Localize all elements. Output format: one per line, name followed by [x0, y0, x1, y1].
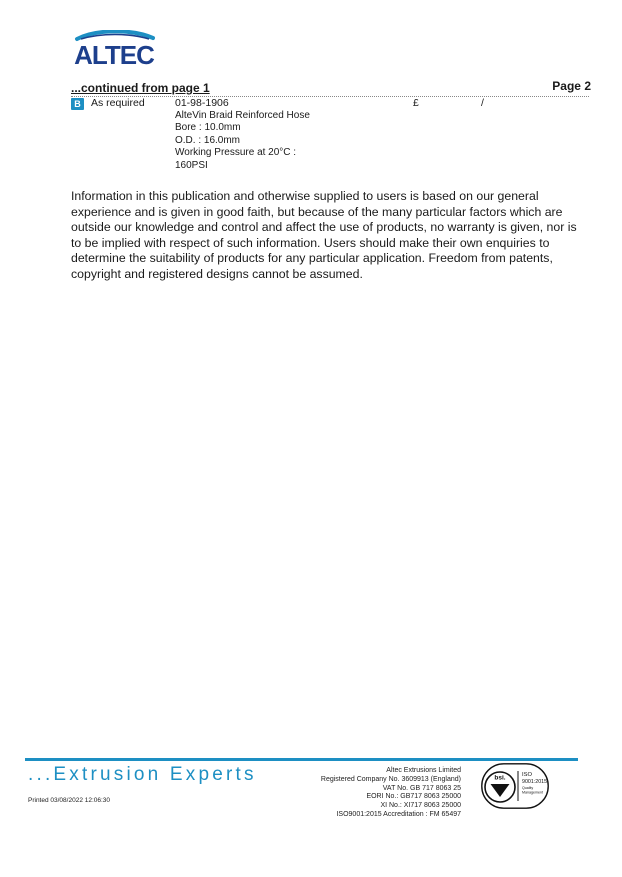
logo-text: ALTEC	[74, 40, 154, 68]
cert-version: 9001:2015	[522, 779, 548, 785]
disclaimer-paragraph: Information in this publication and otherwise supplied to users is based on our general experience and is given in good faith, but because of the many particular factors which are outside our knowledge and control and affect the use of products, no warranty is given, nor is to be implied with respect of such information. Users should make their own enquiries to determine the suitability of products for any particular application. Freedom from patents, copyright and registered designs cannot be assumed.	[71, 189, 577, 281]
company-eori: EORI No.: GB717 8063 25000	[366, 793, 461, 801]
company-details	[321, 767, 461, 820]
cert-line1: Quality	[522, 786, 534, 790]
cert-standard: ISO	[522, 772, 532, 778]
item-price-currency: £	[413, 97, 419, 109]
altec-logo	[71, 30, 157, 68]
item-pressure-label: Working Pressure at 20°C :	[175, 147, 297, 158]
cert-line2: Management	[522, 790, 543, 795]
item-bore: Bore : 10.0mm	[175, 122, 241, 133]
item-od: O.D. : 16.0mm	[175, 134, 241, 146]
footer-rule	[25, 758, 578, 761]
bsi-certification-mark	[481, 763, 549, 809]
item-quantity: As required	[91, 97, 145, 109]
company-xi: XI No.: XI717 8063 25000	[380, 802, 461, 810]
company-vat: VAT No. GB 717 8063 25	[382, 784, 461, 792]
company-registration: Registered Company No. 3609913 (England)	[320, 775, 461, 783]
company-iso: ISO9001:2015 Accreditation : FM 65497	[336, 810, 461, 818]
bsi-mark-text: bsi.	[494, 774, 506, 782]
page-number: Page 2	[552, 79, 591, 93]
continued-label: ...continued from page 1	[71, 81, 210, 95]
item-description: AlteVin Braid Reinforced Hose	[175, 109, 310, 121]
item-badge: B	[71, 98, 84, 110]
item-code: 01-98-1906	[175, 97, 229, 109]
footer-tagline: ...Extrusion Experts	[28, 764, 257, 785]
item-pressure-value: 160PSI	[175, 159, 208, 171]
printed-timestamp: Printed 03/08/2022 12:06:30	[28, 797, 111, 804]
item-unit-separator: /	[481, 97, 484, 109]
continued-header	[71, 81, 589, 97]
company-name: Altec Extrusions Limited	[386, 767, 461, 774]
item-details	[175, 97, 310, 172]
